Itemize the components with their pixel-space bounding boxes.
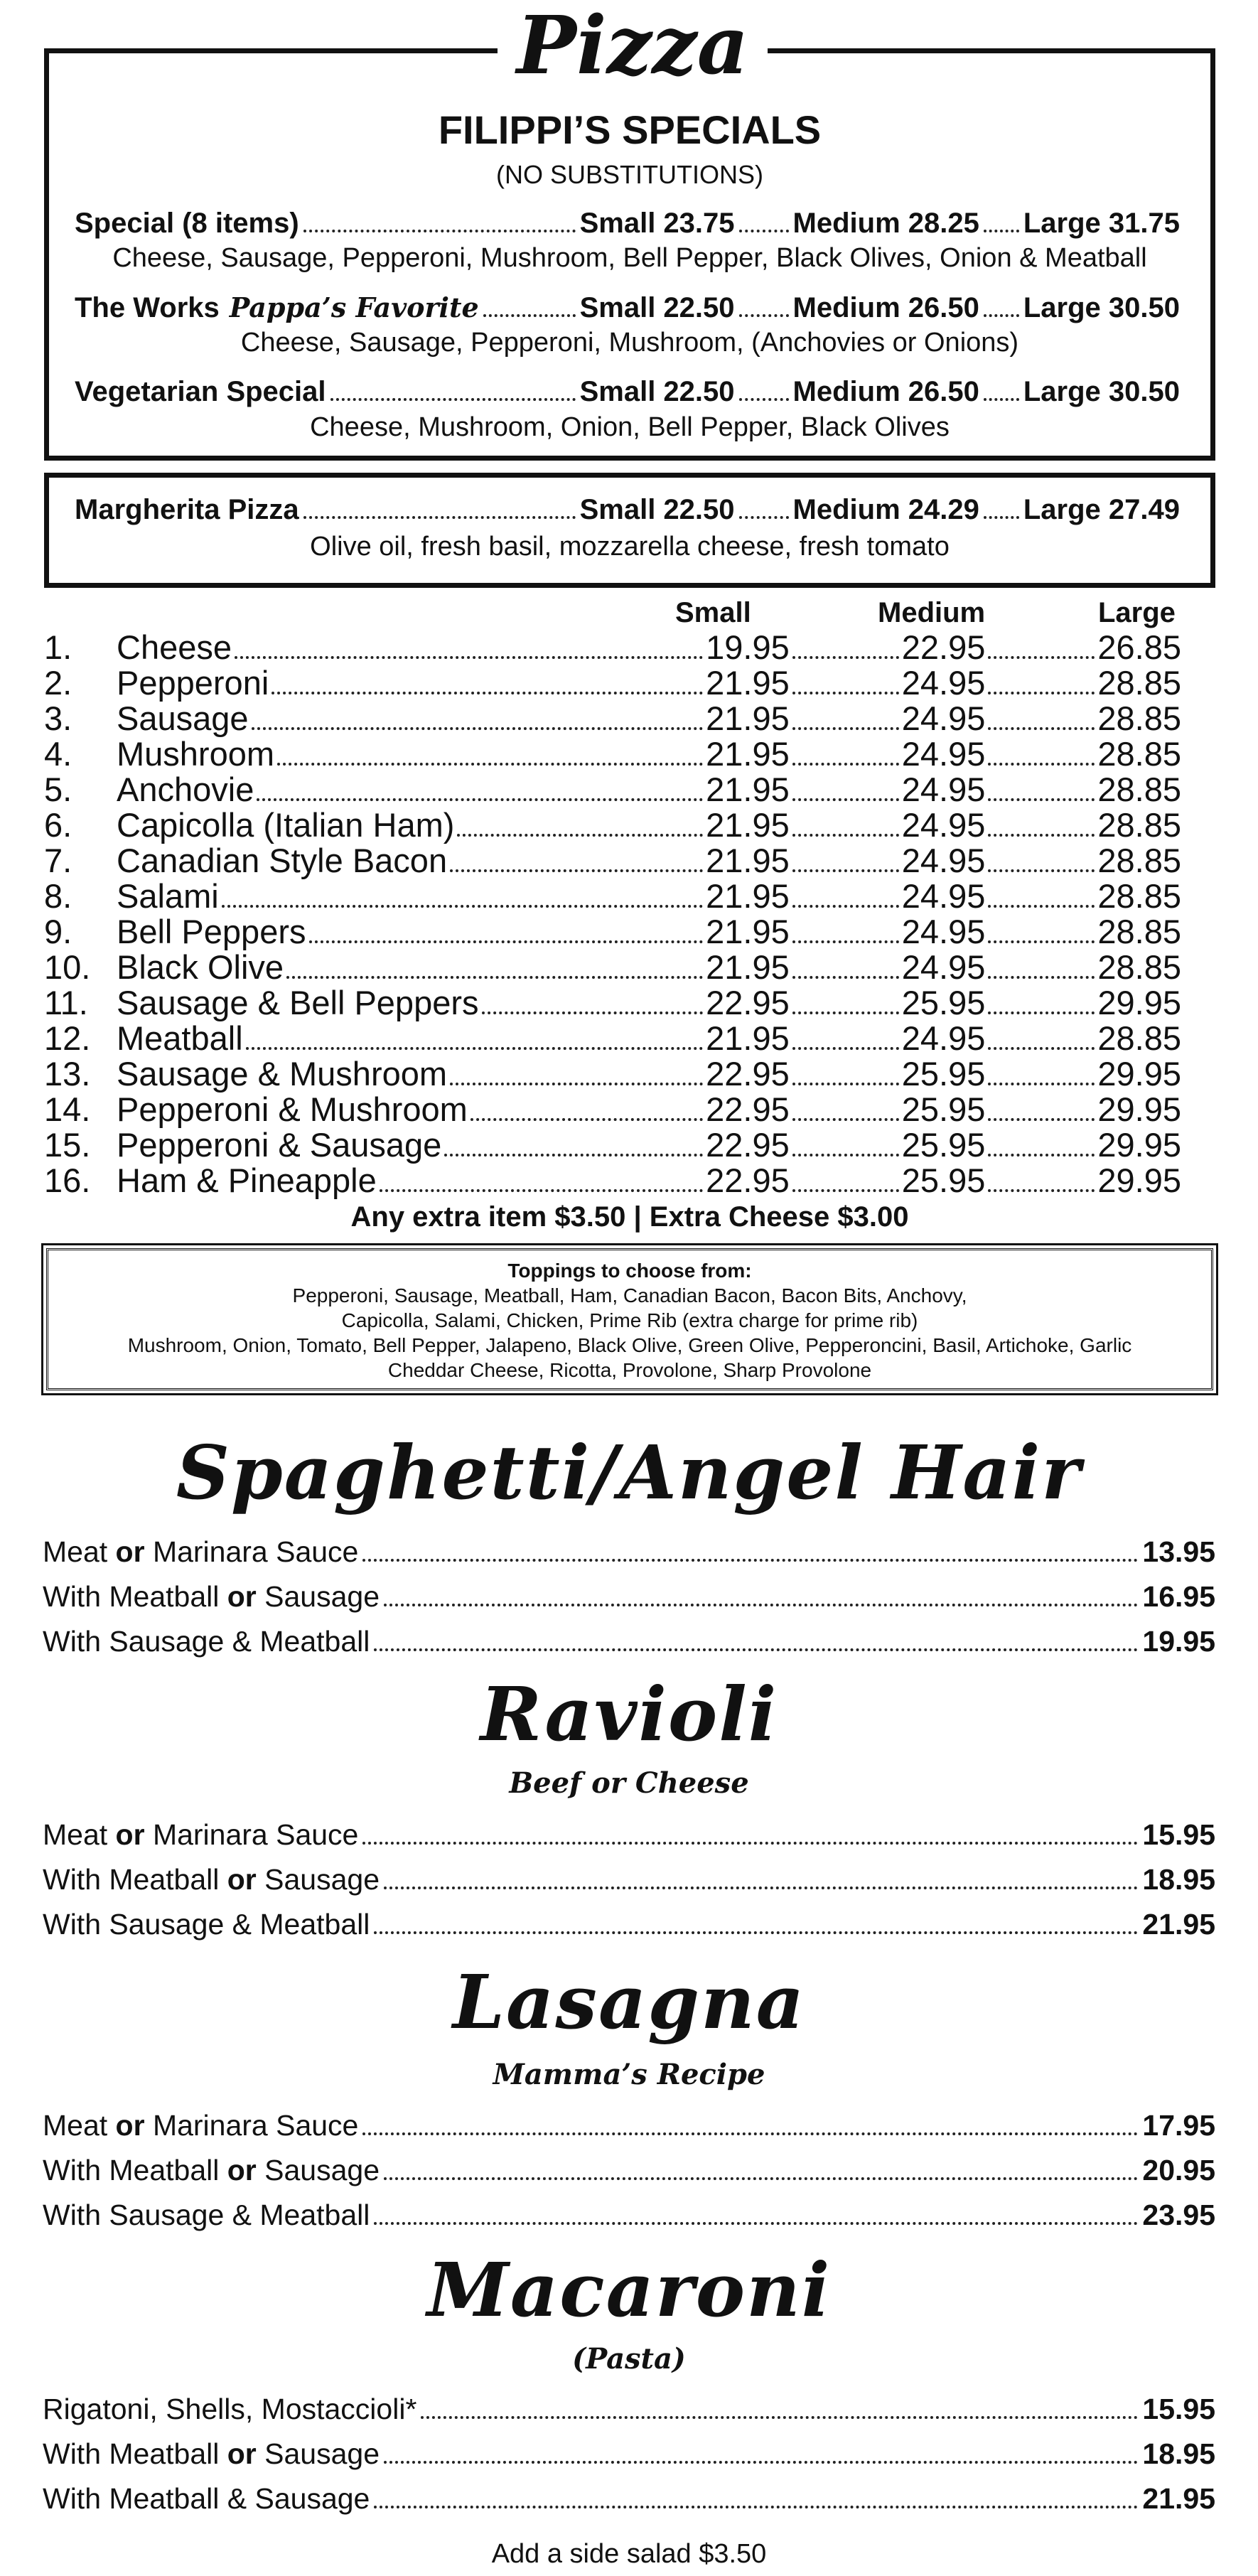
pizza-number: 4.	[44, 735, 72, 773]
dot-leader	[988, 940, 1095, 943]
pizza-name: Anchovie	[117, 771, 254, 808]
special-desc: Cheese, Sausage, Pepperoni, Mushroom, Bell Pepper, Black Olives, Onion & Meatball	[112, 243, 1147, 273]
pizza-name: Capicolla (Italian Ham)	[117, 806, 455, 844]
price-large: 26.85	[1097, 628, 1181, 666]
dot-leader	[988, 1189, 1095, 1192]
special-row	[75, 291, 1180, 326]
price-small: 22.95	[706, 984, 790, 1021]
dot-leader	[988, 763, 1095, 766]
pizza-row	[44, 948, 1181, 986]
price-small: 21.95	[706, 842, 790, 879]
item-text: Marinara Sauce	[144, 1818, 359, 1851]
pizza-name: Salami	[117, 877, 219, 915]
dot-leader	[739, 398, 789, 401]
item-text: With Meatball & Sausage	[43, 2482, 370, 2515]
pizza-name: Ham & Pineapple	[117, 1161, 377, 1199]
price-large: 28.85	[1097, 842, 1181, 879]
dot-leader	[984, 398, 1019, 401]
item-price: 18.95	[1142, 1863, 1215, 1896]
pizza-number: 11.	[44, 984, 88, 1021]
dot-leader	[235, 656, 703, 659]
dot-leader	[374, 1931, 1138, 1934]
item-price: 23.95	[1142, 2199, 1215, 2231]
dot-leader	[984, 516, 1019, 519]
pizza-name: Canadian Style Bacon	[117, 842, 448, 879]
price-medium: 24.95	[901, 771, 986, 808]
pizza-number: 14.	[44, 1090, 91, 1128]
price-large: 28.85	[1097, 664, 1181, 702]
pizza-number: 7.	[44, 842, 72, 879]
dot-leader	[792, 1011, 899, 1014]
dot-leader	[384, 1887, 1138, 1889]
dot-leader	[988, 727, 1095, 730]
item-price: 21.95	[1142, 1908, 1215, 1941]
dot-leader	[988, 976, 1095, 979]
col-medium: Medium	[878, 597, 986, 628]
pizza-number: 5.	[44, 771, 72, 808]
item-price: 16.95	[1142, 1580, 1215, 1613]
pizza-row	[44, 912, 1181, 948]
item-or: or	[227, 1580, 257, 1613]
item-text: Meat	[43, 2109, 116, 2142]
dot-leader	[380, 1189, 703, 1192]
toppings-line: Cheddar Cheese, Ricotta, Provolone, Sharp Provolone	[387, 1359, 872, 1381]
pizza-name: Sausage & Mushroom	[117, 1055, 448, 1093]
macaroni-item	[43, 2437, 1215, 2482]
dot-leader	[252, 727, 704, 730]
item-text: Rigatoni, Shells, Mostaccioli*	[43, 2393, 417, 2425]
dot-leader	[374, 1648, 1138, 1651]
special-large: Large 31.75	[1023, 208, 1180, 239]
item-text: With Sausage & Meatball	[43, 2199, 370, 2231]
dot-leader	[246, 1047, 703, 1050]
dot-leader	[362, 2132, 1138, 2135]
item-price: 15.95	[1142, 1818, 1215, 1851]
item-price: 18.95	[1142, 2437, 1215, 2470]
pizza-row	[44, 876, 1181, 915]
pizza-list	[44, 628, 1181, 1199]
pizza-row	[44, 1054, 1181, 1093]
price-medium: 24.95	[901, 877, 986, 915]
pizza-row	[44, 983, 1181, 1019]
price-small: 21.95	[706, 806, 790, 844]
price-medium: 24.95	[901, 806, 986, 844]
dot-leader	[739, 314, 789, 317]
item-text: Sausage	[256, 2437, 380, 2470]
pizza-row	[44, 1125, 1181, 1164]
pizza-number: 16.	[44, 1161, 91, 1199]
dot-leader	[272, 692, 703, 694]
price-medium: 25.95	[901, 1055, 986, 1093]
item-text: Marinara Sauce	[144, 2109, 359, 2142]
item-text: Sausage	[256, 1580, 380, 1613]
dot-leader	[303, 516, 576, 519]
item-text: With Meatball	[43, 2154, 227, 2186]
item-text: With Meatball	[43, 1580, 227, 1613]
dot-leader	[988, 905, 1095, 908]
dot-leader	[792, 1189, 899, 1192]
toppings-heading: Toppings to choose from:	[507, 1260, 752, 1282]
item-text: With Sausage & Meatball	[43, 1908, 370, 1941]
dot-leader	[988, 1118, 1095, 1121]
price-small: 22.95	[706, 1161, 790, 1199]
pizza-row	[44, 628, 1181, 666]
price-large: 28.85	[1097, 877, 1181, 915]
lasagna-item	[43, 2199, 1215, 2243]
ravioli-title: Ravioli	[480, 1670, 778, 1758]
dot-leader	[792, 905, 899, 908]
toppings-line: Capicolla, Salami, Chicken, Prime Rib (extra charge for prime rib)	[341, 1309, 918, 1331]
price-small: 22.95	[706, 1090, 790, 1128]
item-or: or	[115, 1818, 145, 1851]
special-medium: Medium 26.50	[792, 292, 979, 323]
dot-leader	[257, 798, 703, 801]
item-or: or	[227, 1863, 257, 1896]
dot-leader	[988, 656, 1095, 659]
pizza-name: Sausage & Bell Peppers	[117, 984, 479, 1021]
price-medium: 24.95	[901, 948, 986, 986]
pizza-row	[44, 770, 1181, 808]
ravioli-subtitle: Beef or Cheese	[509, 1766, 749, 1800]
dot-leader	[309, 940, 704, 943]
dot-leader	[988, 1083, 1095, 1085]
specials-heading: FILIPPI’S SPECIALS	[438, 107, 822, 152]
dot-leader	[792, 834, 899, 837]
margherita-name: Margherita Pizza	[75, 494, 299, 525]
extras-note: Any extra item $3.50 | Extra Cheese $3.00	[350, 1201, 909, 1233]
special-small: Small 23.75	[579, 208, 735, 239]
dot-leader	[792, 940, 899, 943]
margherita-row	[75, 494, 1180, 527]
price-small: 21.95	[706, 735, 790, 773]
price-large: 29.95	[1097, 1055, 1181, 1093]
item-or: or	[227, 2437, 257, 2470]
dot-leader	[792, 656, 899, 659]
dot-leader	[277, 763, 703, 766]
special-row	[75, 376, 1180, 409]
dot-leader	[988, 692, 1095, 694]
dot-leader	[444, 1154, 703, 1156]
item-or: or	[227, 2154, 257, 2186]
item-or: or	[115, 2109, 145, 2142]
dot-leader	[792, 763, 899, 766]
pizza-row	[44, 1161, 1181, 1199]
price-small: 21.95	[706, 877, 790, 915]
pizza-row	[44, 699, 1181, 737]
item-price: 21.95	[1142, 2482, 1215, 2515]
specials-note: (NO SUBSTITUTIONS)	[496, 160, 763, 189]
item-price: 15.95	[1142, 2393, 1215, 2425]
price-small: 21.95	[706, 913, 790, 950]
price-large: 28.85	[1097, 771, 1181, 808]
pizza-number: 6.	[44, 806, 72, 844]
price-large: 28.85	[1097, 806, 1181, 844]
pizza-row	[44, 734, 1181, 773]
pizza-title-wrap	[498, 0, 768, 92]
lasagna-item	[43, 2109, 1215, 2154]
macaroni-subtitle: (Pasta)	[572, 2342, 686, 2376]
price-large: 28.85	[1097, 1019, 1181, 1057]
price-large: 29.95	[1097, 1161, 1181, 1199]
pizza-number: 12.	[44, 1019, 91, 1057]
item-text: With Meatball	[43, 2437, 227, 2470]
spaghetti-item	[43, 1535, 1215, 1580]
item-text: Marinara Sauce	[144, 1535, 359, 1568]
price-small: 21.95	[706, 948, 790, 986]
margherita-small: Small 22.50	[579, 494, 735, 525]
col-small: Small	[675, 597, 751, 628]
side-salad-note: Add a side salad $3.50	[491, 2539, 767, 2569]
item-price: 20.95	[1142, 2154, 1215, 2186]
item-text: With Sausage & Meatball	[43, 1625, 370, 1658]
ravioli-item	[43, 1908, 1215, 1953]
pizza-number: 13.	[44, 1055, 91, 1093]
dot-leader	[984, 230, 1019, 232]
special-name: Special (8 items)	[75, 208, 299, 239]
dot-leader	[792, 692, 899, 694]
item-price: 17.95	[1142, 2109, 1215, 2142]
pizza-name: Pepperoni & Mushroom	[117, 1090, 468, 1128]
lasagna-title: Lasagna	[452, 1958, 806, 2046]
special-desc: Cheese, Sausage, Pepperoni, Mushroom, (Anchovies or Onions)	[240, 328, 1019, 358]
special-medium: Medium 28.25	[792, 208, 979, 239]
price-medium: 25.95	[901, 1090, 986, 1128]
ravioli-item	[43, 1818, 1215, 1863]
pizza-number: 10.	[44, 948, 91, 986]
price-large: 29.95	[1097, 1090, 1181, 1128]
special-row	[75, 208, 1180, 241]
pizza-name: Pepperoni & Sausage	[117, 1126, 442, 1164]
pizza-name: Pepperoni	[117, 664, 269, 702]
dot-leader	[362, 1842, 1138, 1845]
dot-leader	[483, 314, 576, 317]
pizza-name: Sausage	[117, 699, 249, 737]
margherita-large: Large 27.49	[1023, 494, 1180, 525]
ravioli-item	[43, 1863, 1215, 1908]
dot-leader	[739, 516, 789, 519]
dot-leader	[471, 1118, 703, 1121]
macaroni-title: Macaroni	[426, 2246, 832, 2334]
pizza-name: Meatball	[117, 1019, 243, 1057]
margherita-box	[44, 473, 1215, 588]
price-medium: 24.95	[901, 913, 986, 950]
pizza-number: 8.	[44, 877, 72, 915]
pizza-name: Mushroom	[117, 735, 275, 773]
item-text: Sausage	[256, 2154, 380, 2186]
price-medium: 24.95	[901, 842, 986, 879]
price-medium: 25.95	[901, 984, 986, 1021]
price-large: 28.85	[1097, 948, 1181, 986]
dot-leader	[222, 905, 703, 908]
price-medium: 25.95	[901, 1161, 986, 1199]
price-small: 21.95	[706, 1019, 790, 1057]
pizza-row	[44, 805, 1181, 844]
spaghetti-title: Spaghetti/Angel Hair	[176, 1429, 1082, 1516]
price-medium: 24.95	[901, 664, 986, 702]
dot-leader	[988, 1011, 1095, 1014]
pizza-number: 15.	[44, 1126, 91, 1164]
price-small: 21.95	[706, 664, 790, 702]
pizza-row	[44, 841, 1181, 879]
spaghetti-item	[43, 1580, 1215, 1625]
item-text: Meat	[43, 1535, 116, 1568]
price-large: 29.95	[1097, 1126, 1181, 1164]
dot-leader	[792, 798, 899, 801]
item-text: Meat	[43, 1818, 116, 1851]
price-medium: 25.95	[901, 1126, 986, 1164]
pizza-row	[44, 663, 1181, 702]
col-large: Large	[1098, 597, 1176, 628]
dot-leader	[286, 976, 703, 979]
dot-leader	[988, 1047, 1095, 1050]
pizza-name: Cheese	[117, 628, 232, 666]
special-name: Vegetarian Special	[75, 376, 326, 407]
dot-leader	[739, 230, 789, 232]
pizza-title: Pizza	[516, 0, 749, 92]
dot-leader	[792, 869, 899, 872]
pizza-row	[44, 1090, 1181, 1128]
price-medium: 22.95	[901, 628, 986, 666]
special-large: Large 30.50	[1023, 292, 1180, 323]
price-small: 19.95	[706, 628, 790, 666]
dot-leader	[362, 1559, 1138, 1562]
spaghetti-item	[43, 1625, 1215, 1670]
dot-leader	[792, 727, 899, 730]
special-name: The Works	[75, 292, 220, 323]
price-small: 22.95	[706, 1126, 790, 1164]
price-medium: 24.95	[901, 735, 986, 773]
dot-leader	[374, 2222, 1138, 2225]
dot-leader	[384, 2461, 1138, 2464]
margherita-desc: Olive oil, fresh basil, mozzarella cheese, fresh tomato	[310, 532, 950, 562]
macaroni-item	[43, 2393, 1215, 2437]
dot-leader	[330, 398, 576, 401]
special-tag: Pappa’s Favorite	[229, 291, 479, 323]
pizza-number: 2.	[44, 664, 72, 702]
special-small: Small 22.50	[579, 292, 735, 323]
dot-leader	[988, 798, 1095, 801]
dot-leader	[384, 1604, 1138, 1606]
spaghetti-list	[43, 1535, 1215, 1670]
dot-leader	[988, 1154, 1095, 1156]
item-price: 13.95	[1142, 1535, 1215, 1568]
dot-leader	[792, 976, 899, 979]
dot-leader	[421, 2416, 1138, 2419]
toppings-line: Pepperoni, Sausage, Meatball, Ham, Canadian Bacon, Bacon Bits, Anchovy,	[292, 1284, 967, 1306]
price-large: 28.85	[1097, 699, 1181, 737]
special-medium: Medium 26.50	[792, 376, 979, 407]
special-desc: Cheese, Mushroom, Onion, Bell Pepper, Black Olives	[310, 412, 950, 442]
lasagna-item	[43, 2154, 1215, 2199]
item-text: Sausage	[256, 1863, 380, 1896]
dot-leader	[457, 834, 703, 837]
dot-leader	[792, 1083, 899, 1085]
lasagna-list	[43, 2109, 1215, 2243]
dot-leader	[384, 2177, 1138, 2180]
dot-leader	[984, 314, 1019, 317]
margherita-medium: Medium 24.29	[792, 494, 979, 525]
macaroni-item	[43, 2482, 1215, 2527]
item-text: With Meatball	[43, 1863, 227, 1896]
dot-leader	[988, 834, 1095, 837]
macaroni-list	[43, 2393, 1215, 2527]
pizza-name: Bell Peppers	[117, 913, 306, 950]
item-or: or	[115, 1535, 145, 1568]
price-small: 21.95	[706, 699, 790, 737]
price-medium: 24.95	[901, 699, 986, 737]
price-large: 29.95	[1097, 984, 1181, 1021]
dot-leader	[792, 1047, 899, 1050]
dot-leader	[792, 1118, 899, 1121]
dot-leader	[450, 1083, 703, 1085]
price-small: 22.95	[706, 1055, 790, 1093]
item-price: 19.95	[1142, 1625, 1215, 1658]
pizza-number: 9.	[44, 913, 72, 950]
dot-leader	[792, 1154, 899, 1156]
price-large: 28.85	[1097, 913, 1181, 950]
dot-leader	[450, 869, 703, 872]
pizza-number: 1.	[44, 628, 72, 666]
pizza-row	[44, 1019, 1181, 1057]
lasagna-subtitle: Mamma’s Recipe	[493, 2058, 765, 2091]
toppings-line: Mushroom, Onion, Tomato, Bell Pepper, Jalapeno, Black Olive, Green Olive, Pepperoncini, Basil, Artichoke, Garlic	[127, 1334, 1132, 1356]
pizza-number: 3.	[44, 699, 72, 737]
price-small: 21.95	[706, 771, 790, 808]
price-medium: 24.95	[901, 1019, 986, 1057]
special-large: Large 30.50	[1023, 376, 1180, 407]
price-large: 28.85	[1097, 735, 1181, 773]
dot-leader	[303, 230, 576, 232]
special-small: Small 22.50	[579, 376, 735, 407]
ravioli-list	[43, 1818, 1215, 1953]
dot-leader	[482, 1011, 704, 1014]
dot-leader	[374, 2506, 1138, 2508]
dot-leader	[988, 869, 1095, 872]
pizza-name: Black Olive	[117, 948, 284, 986]
